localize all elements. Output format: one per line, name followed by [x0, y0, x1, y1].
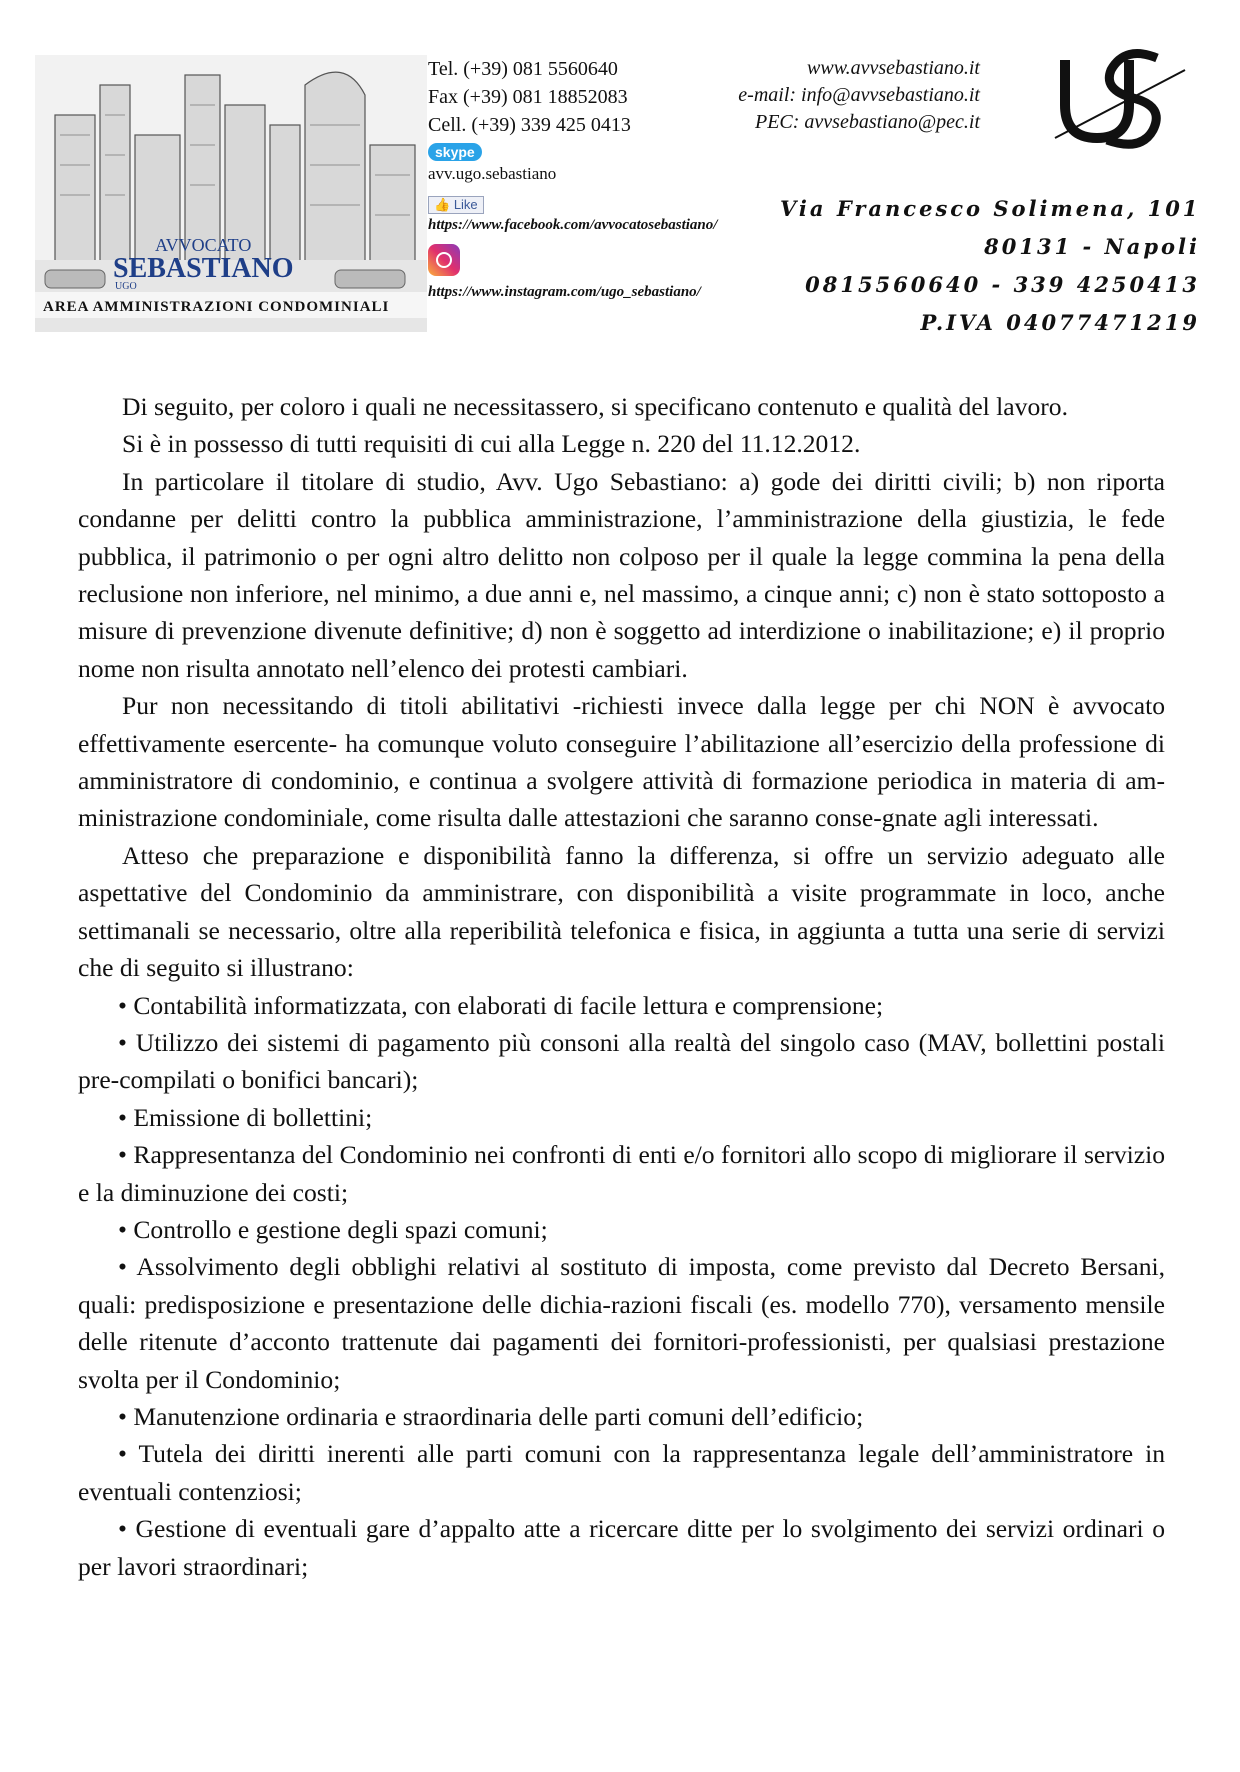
- bullet-item: • Rappresentanza del Condominio nei confronti di enti e/o fornitori allo scopo di migliorare il servizio e la diminuzione dei costi;: [78, 1140, 1165, 1207]
- banner-initials: UGO: [115, 281, 137, 292]
- pec[interactable]: PEC: avvsebastiano@pec.it: [754, 111, 980, 133]
- instagram-icon[interactable]: [428, 244, 460, 276]
- bullet-item: • Emissione di bollettini;: [118, 1102, 373, 1132]
- bullet-item: • Manutenzione ordinaria e straordinaria delle parti comuni dell’edificio;: [118, 1401, 864, 1431]
- us-logo-icon: [1045, 30, 1195, 160]
- address-phones: 0815560640 - 339 4250413: [805, 272, 1200, 297]
- address-city: 80131 - Napoli: [984, 234, 1200, 259]
- paragraph: Di seguito, per coloro i quali ne necessitassero, si specificano contenuto e qualità del lavoro.: [122, 392, 1068, 421]
- city-sketch: [35, 55, 427, 332]
- us-logo: [1045, 30, 1195, 160]
- paragraph: In particolare il titolare di studio, Avv. Ugo Sebastiano: a) gode dei diritti civili; b) non riporta condanne per delitti contro la pubblica amministrazione, l’amministrazione della giustizia, le fede pubblica, il patrimonio o per ogni altro delitto non colposo per il quale la legge commina la pena della reclusione non inferiore, nel minimo, a due anni e, nel massimo, a cinque anni; c) non è stato sottoposto a misure di prevenzione divenute definitive; d) non è soggetto ad interdizione o inabilitazione; e) il proprio nome non risulta annotato nell’elenco dei protesti cambiari.: [78, 466, 1165, 683]
- email[interactable]: e-mail: info@avvsebastiano.it: [738, 84, 980, 106]
- bullet-item: • Contabilità informatizzata, con elaborati di facile lettura e comprensione;: [118, 990, 884, 1020]
- instagram-url[interactable]: https://www.instagram.com/ugo_sebastiano/: [428, 284, 701, 300]
- paragraph: Atteso che preparazione e disponibilità fanno la differenza, si offre un servizio adeguato alle aspettative del Condominio da amministrare, con disponibilità a visite programmate in loco, anche settimanali se necessario, oltre alla reperibilità telefonica e fisica, in aggiunta a tutta una serie di servizi che di seguito si illustrano:: [78, 840, 1165, 983]
- skype-icon: skype: [428, 143, 482, 161]
- facebook-url[interactable]: https://www.facebook.com/avvocatosebastiano/: [428, 217, 718, 233]
- cell-number: Cell. (+39) 339 425 0413: [428, 114, 631, 136]
- banner-illustration: [35, 55, 427, 332]
- bullet-item: • Controllo e gestione degli spazi comuni;: [118, 1214, 548, 1244]
- bullet-item: • Gestione di eventuali gare d’appalto atte a ricercare ditte per lo svolgimento dei servizi ordinari o per lavori straordinari;: [78, 1514, 1165, 1581]
- fax-number: Fax (+39) 081 18852083: [428, 86, 628, 108]
- address-piva: P.IVA 04077471219: [920, 310, 1200, 335]
- address-block: [780, 190, 1200, 342]
- letterhead: [0, 0, 1240, 360]
- banner-title-main: SEBASTIANO: [113, 253, 294, 284]
- bullet-item: • Tutela dei diritti inerenti alle parti comuni con la rappresentanza legale dell’amministratore in eventuali contenziosi;: [78, 1439, 1165, 1506]
- like-label: Like: [453, 197, 478, 212]
- bullet-item: • Assolvimento degli obblighi relativi al sostituto di imposta, come previsto dal Decreto Bersani, quali: predisposizione e presentazione delle dichia-razioni fiscali (es. modello 770), versamento mensile delle ritenute d’acconto trattenute dai pagamenti dei fornitori-professionisti, per qualsiasi prestazione svolta per il Condominio;: [78, 1252, 1165, 1394]
- tel-number: Tel. (+39) 081 5560640: [428, 58, 618, 80]
- web-contacts: [680, 55, 980, 136]
- website[interactable]: www.avvsebastiano.it: [807, 57, 980, 79]
- banner-title-top: AVVOCATO: [155, 235, 252, 255]
- document-body: [78, 388, 1165, 1585]
- bullet-item: • Utilizzo dei sistemi di pagamento più consoni alla realtà del singolo caso (MAV, bollettini postali pre-compilati o bonifici bancari);: [78, 1027, 1165, 1095]
- facebook-like-icon[interactable]: 👍 Like: [428, 196, 484, 214]
- paragraph: Pur non necessitando di titoli abilitativi -richiesti invece dalla legge per chi NON è avvocato effettivamente esercente- ha comunque voluto conseguire l’abilitazione all’esercizio della professione di amministratore di condominio, e continua a svolgere attività di formazione periodica in materia di am-ministrazione condominiale, come risulta dalle attestazioni che saranno conse-gnate agli interessati.: [78, 691, 1165, 833]
- paragraph: Si è in possesso di tutti requisiti di cui alla Legge n. 220 del 11.12.2012.: [122, 429, 861, 459]
- skype-id: avv.ugo.sebastiano: [428, 164, 557, 183]
- banner-subtitle: AREA AMMINISTRAZIONI CONDOMINIALI: [43, 299, 390, 315]
- address-street: Via Francesco Solimena, 101: [780, 196, 1201, 221]
